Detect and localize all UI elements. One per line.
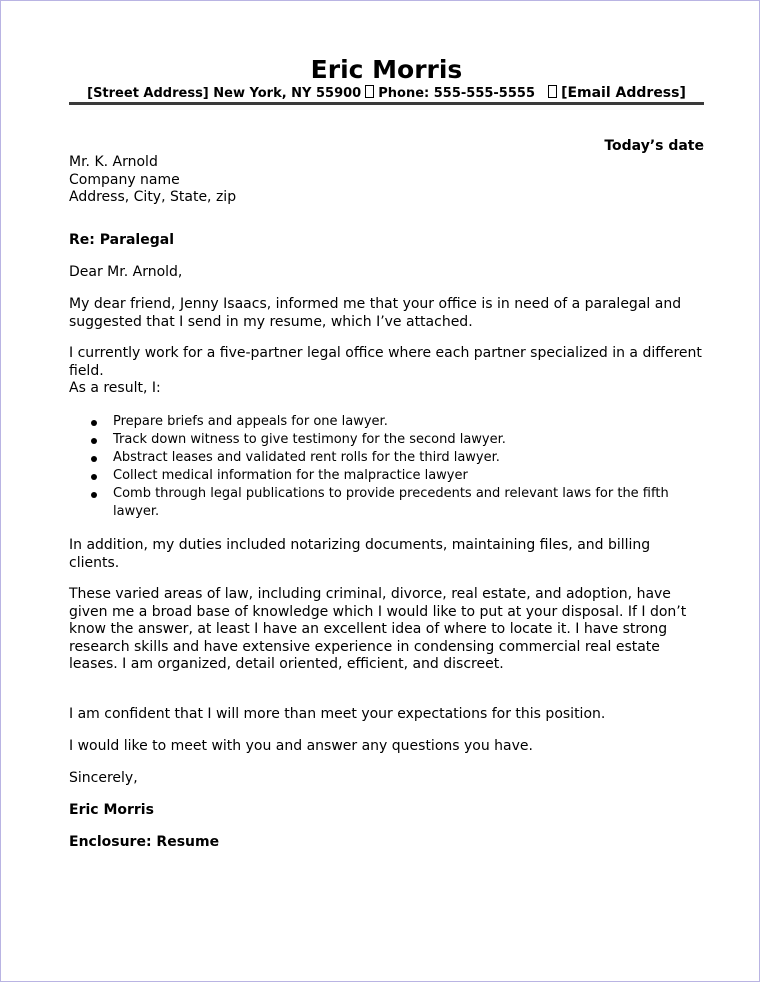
salutation: Dear Mr. Arnold, (69, 264, 183, 280)
bullet-icon (91, 438, 97, 444)
bullet-icon (91, 474, 97, 480)
recipient-block (69, 154, 704, 207)
duties-list (69, 413, 704, 521)
separator-box-icon (365, 85, 374, 98)
list-item: Comb through legal publications to provide precedents and relevant laws for the fifth lawyer. (69, 485, 704, 521)
sender-name: Eric Morris (310, 55, 463, 84)
list-item: Collect medical information for the malpractice lawyer (69, 467, 704, 485)
bullet-icon (91, 492, 97, 498)
signature-name: Eric Morris (69, 802, 154, 818)
list-item: Abstract leases and validated rent rolls for the third lawyer. (69, 449, 704, 467)
recipient-address: Address, City, State, zip (69, 189, 237, 205)
paragraph-meeting: I would like to meet with you and answer any questions you have. (69, 738, 533, 754)
paragraph-current-work-lead: As a result, I: (69, 380, 161, 396)
paragraph-confidence: I am confident that I will more than meet your expectations for this position. (69, 706, 606, 722)
contact-line (69, 84, 704, 103)
letter-date: Today’s date (604, 138, 704, 154)
paragraph-additional-duties: In addition, my duties included notarizing documents, maintaining files, and billing clients. (69, 537, 651, 571)
separator-box-icon (548, 85, 557, 98)
sender-phone: Phone: 555-555-5555 (378, 86, 535, 101)
paragraph-current-work (69, 345, 704, 398)
list-item: Track down witness to give testimony for the second lawyer. (69, 431, 704, 449)
list-item: Prepare briefs and appeals for one lawyer. (69, 413, 704, 431)
closing: Sincerely, (69, 770, 138, 786)
sender-address: [Street Address] New York, NY 55900 (87, 86, 362, 101)
header-rule (69, 102, 704, 105)
enclosure-line: Enclosure: Resume (69, 834, 220, 850)
recipient-name: Mr. K. Arnold (69, 154, 158, 170)
bullet-icon (91, 456, 97, 462)
bullet-icon (91, 420, 97, 426)
recipient-company: Company name (69, 171, 180, 188)
paragraph-current-work-text: I currently work for a five-partner legal office where each partner specialized in a different field. (69, 345, 702, 379)
re-line: Re: Paralegal (69, 232, 174, 248)
paragraph-experience: These varied areas of law, including criminal, divorce, real estate, and adoption, have given me a broad base of knowledge which I would like to put at your disposal. If I don’t know the answer, at least I have an excellent idea of where to locate it. I have strong research skills and have extensive experience in condensing commercial real estate leases. I am organized, detail oriented, efficient, and discreet. (69, 586, 687, 672)
sender-email: [Email Address] (561, 85, 686, 101)
paragraph-intro: My dear friend, Jenny Isaacs, informed me that your office is in need of a paralegal and suggested that I send in my resume, which I’ve attached. (69, 296, 682, 330)
